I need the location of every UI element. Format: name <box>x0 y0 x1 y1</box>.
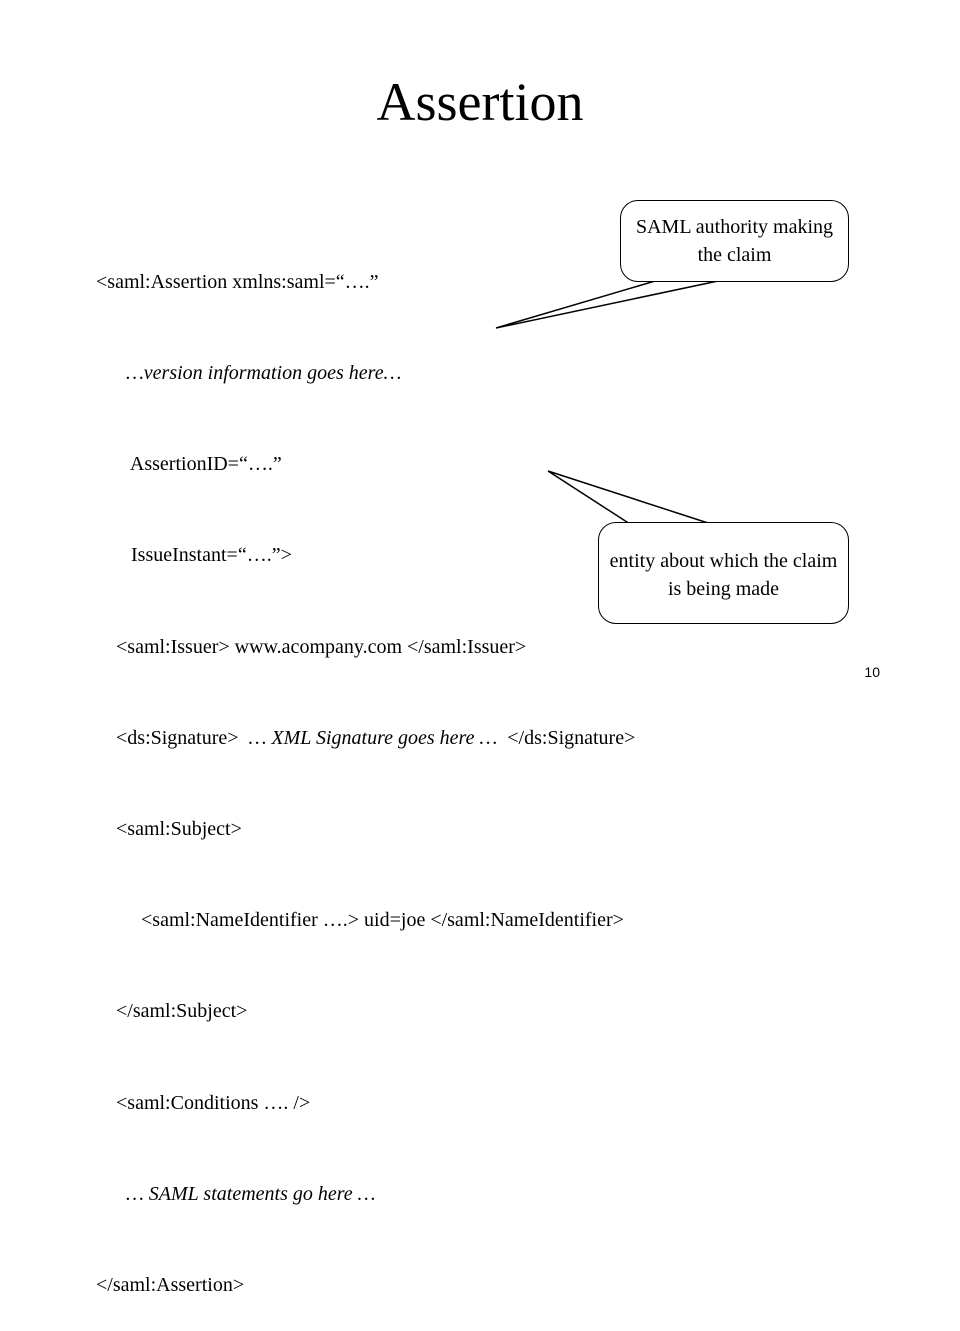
code-line-name-identifier: <saml:NameIdentifier ….> uid=joe </saml:NameIdentifier> <box>141 909 624 932</box>
subject-callout-pointer <box>548 471 708 524</box>
code-line-issue-instant: IssueInstant=“….”> <box>131 544 292 567</box>
code-line-assertion-id: AssertionID=“….” <box>129 453 282 476</box>
code-line-assertion-open: <saml:Assertion xmlns:saml=“….” <box>96 270 379 293</box>
code-line-subject-open: <saml:Subject> <box>116 818 242 841</box>
code-line-conditions: <saml:Conditions …. /> <box>116 1091 311 1114</box>
issuer-callout-pointer <box>496 281 718 328</box>
code-line-signature: <ds:Signature> … XML Signature goes here … </ds:Signature> <box>116 726 636 749</box>
page-number: 10 <box>864 664 880 680</box>
callout-subject-entity: entity about which the claim is being made <box>598 522 849 624</box>
code-line-version: …version information goes here… <box>126 362 402 385</box>
code-line-assertion-close: </saml:Assertion> <box>96 1274 245 1297</box>
callout-saml-authority: SAML authority making the claim <box>620 200 849 282</box>
code-line-issuer: <saml:Issuer> www.acompany.com </saml:Issuer> <box>116 635 527 658</box>
code-line-subject-close: </saml:Subject> <box>116 1000 248 1023</box>
code-line-statements: … SAML statements go here … <box>126 1182 376 1205</box>
slide-title: Assertion <box>376 72 584 132</box>
